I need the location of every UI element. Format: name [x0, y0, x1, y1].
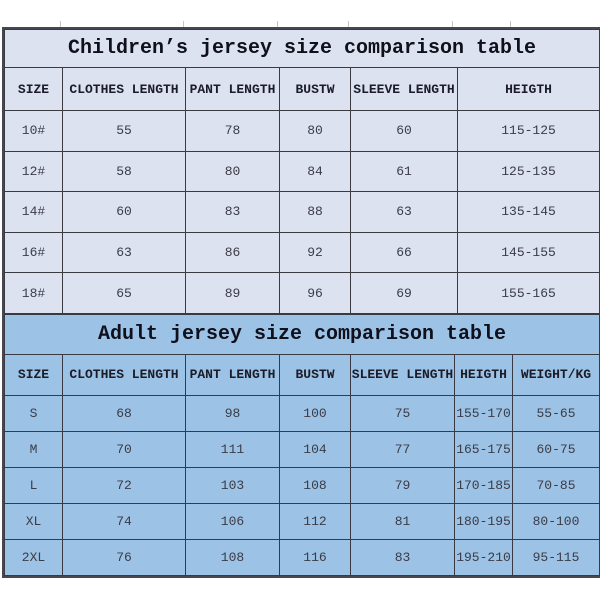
table-row — [5, 467, 600, 503]
value-cell: 111 — [186, 431, 280, 467]
adult-table-body — [5, 395, 600, 575]
children-table-header-row — [5, 68, 600, 111]
value-cell: 89 — [186, 273, 280, 314]
size-cell: 10# — [5, 111, 63, 152]
value-cell: 83 — [351, 539, 455, 575]
value-cell: 165-175 — [455, 431, 513, 467]
value-cell: 65 — [63, 273, 186, 314]
value-cell: 106 — [186, 503, 280, 539]
value-cell: 74 — [63, 503, 186, 539]
size-cell: M — [5, 431, 63, 467]
value-cell: 63 — [63, 232, 186, 273]
children-size-table — [4, 29, 600, 314]
table-row — [5, 232, 600, 273]
column-header: SLEEVE LENGTH — [351, 354, 455, 395]
value-cell: 98 — [186, 395, 280, 431]
column-header: BUSTW — [280, 68, 351, 111]
adult-table-title-row — [5, 314, 600, 354]
value-cell: 72 — [63, 467, 186, 503]
value-cell: 80-100 — [513, 503, 600, 539]
column-header: SIZE — [5, 354, 63, 395]
value-cell: 80 — [186, 151, 280, 192]
value-cell: 108 — [186, 539, 280, 575]
value-cell: 125-135 — [458, 151, 600, 192]
table-row — [5, 431, 600, 467]
value-cell: 180-195 — [455, 503, 513, 539]
value-cell: 58 — [63, 151, 186, 192]
children-table-title: Children’s jersey size comparison table — [5, 30, 600, 68]
value-cell: 79 — [351, 467, 455, 503]
value-cell: 70-85 — [513, 467, 600, 503]
value-cell: 77 — [351, 431, 455, 467]
value-cell: 86 — [186, 232, 280, 273]
column-header: CLOTHES LENGTH — [63, 68, 186, 111]
value-cell: 103 — [186, 467, 280, 503]
adult-size-table — [4, 314, 600, 576]
value-cell: 112 — [280, 503, 351, 539]
value-cell: 155-165 — [458, 273, 600, 314]
value-cell: 116 — [280, 539, 351, 575]
value-cell: 60-75 — [513, 431, 600, 467]
value-cell: 55 — [63, 111, 186, 152]
value-cell: 69 — [351, 273, 458, 314]
table-row — [5, 273, 600, 314]
size-cell: S — [5, 395, 63, 431]
value-cell: 66 — [351, 232, 458, 273]
size-cell: 2XL — [5, 539, 63, 575]
size-cell: XL — [5, 503, 63, 539]
table-row — [5, 503, 600, 539]
value-cell: 60 — [351, 111, 458, 152]
column-header: HEIGTH — [458, 68, 600, 111]
value-cell: 100 — [280, 395, 351, 431]
size-cell: 14# — [5, 192, 63, 233]
value-cell: 60 — [63, 192, 186, 233]
table-row — [5, 111, 600, 152]
value-cell: 88 — [280, 192, 351, 233]
value-cell: 96 — [280, 273, 351, 314]
table-row — [5, 192, 600, 233]
column-header: SLEEVE LENGTH — [351, 68, 458, 111]
table-row — [5, 151, 600, 192]
value-cell: 104 — [280, 431, 351, 467]
column-header: PANT LENGTH — [186, 68, 280, 111]
value-cell: 108 — [280, 467, 351, 503]
value-cell: 61 — [351, 151, 458, 192]
table-row — [5, 539, 600, 575]
column-header: BUSTW — [280, 354, 351, 395]
value-cell: 76 — [63, 539, 186, 575]
value-cell: 68 — [63, 395, 186, 431]
size-cell: L — [5, 467, 63, 503]
value-cell: 78 — [186, 111, 280, 152]
value-cell: 170-185 — [455, 467, 513, 503]
children-table-title-row — [5, 30, 600, 68]
value-cell: 145-155 — [458, 232, 600, 273]
value-cell: 195-210 — [455, 539, 513, 575]
value-cell: 81 — [351, 503, 455, 539]
value-cell: 75 — [351, 395, 455, 431]
size-cell: 16# — [5, 232, 63, 273]
value-cell: 115-125 — [458, 111, 600, 152]
value-cell: 83 — [186, 192, 280, 233]
column-header: WEIGHT/KG — [513, 354, 600, 395]
value-cell: 80 — [280, 111, 351, 152]
value-cell: 70 — [63, 431, 186, 467]
column-header: CLOTHES LENGTH — [63, 354, 186, 395]
value-cell: 55-65 — [513, 395, 600, 431]
adult-table-title: Adult jersey size comparison table — [5, 314, 600, 354]
value-cell: 84 — [280, 151, 351, 192]
value-cell: 63 — [351, 192, 458, 233]
column-header: SIZE — [5, 68, 63, 111]
column-header: HEIGTH — [455, 354, 513, 395]
value-cell: 155-170 — [455, 395, 513, 431]
table-row — [5, 395, 600, 431]
value-cell: 135-145 — [458, 192, 600, 233]
size-cell: 18# — [5, 273, 63, 314]
size-tables-container — [2, 27, 600, 578]
adult-table-header-row — [5, 354, 600, 395]
children-table-body — [5, 111, 600, 314]
size-cell: 12# — [5, 151, 63, 192]
column-header: PANT LENGTH — [186, 354, 280, 395]
value-cell: 95-115 — [513, 539, 600, 575]
value-cell: 92 — [280, 232, 351, 273]
